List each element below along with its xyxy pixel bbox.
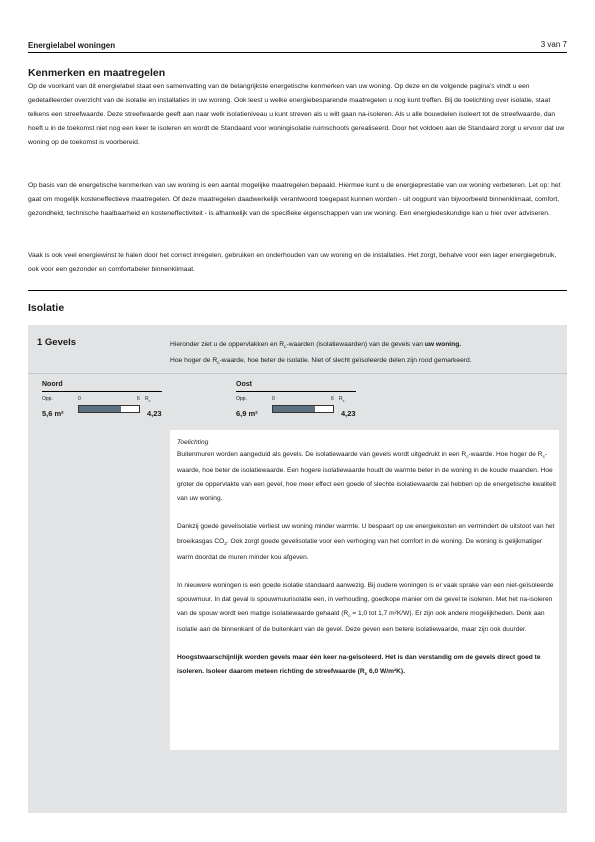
wall-area: 6,9 m²: [236, 409, 258, 418]
gevels-title: 1 Gevels: [37, 337, 77, 348]
toelichting-label: Toelichting: [177, 439, 209, 446]
gevels-intro: Hieronder ziet u de oppervlakken en $R_c$-waarden (isolatiewaarden) van de gevels van uw woning. Hoe hoger de $R_c$-waarde, hoe beter de isolatie. Niet of slecht geïsoleerde delen zijn rood gemarkeerd.: [170, 341, 472, 365]
gevels-panel: [28, 325, 567, 813]
toelichting-paragraph-2: Dankzij goede gevelisolatie verliest uw woning minder warmte. U bespaart op uw energiekosten en vermindert de uitstoot van het broeikasgas $CO_2$. Ook zorgt goede gevelisolatie voor een verhoging van het comfort in de woning. De woning is gelijkmatiger warm doordat de muren minder kou afgeven.: [177, 523, 555, 561]
scale-min: 0: [78, 396, 81, 402]
wall-name: Oost: [236, 381, 252, 388]
rc-bar: [78, 405, 140, 413]
wall-rule: [236, 391, 356, 392]
scale-max: 6: [331, 396, 334, 402]
rc-bar: [272, 405, 334, 413]
isolatie-heading: Isolatie: [28, 302, 65, 314]
wall-rc-value: 4,23: [341, 409, 356, 418]
intro-paragraph: Op de voorkant van dit energielabel staat een samenvatting van de belangrijkste energetische kenmerken van uw woning. Op deze en de volgende pagina's vindt u een gedetailleerder overzicht van de isolatie en installaties in uw woning. Ook leest u welke energiebesparende maatregelen u nog kunt treffen. Bij de toelichting over isolatie, staat telkens een streefwaarde. Deze streefwaarde geeft aan naar welk isolatieniveau u kunt streven als u wilt gaan na-isoleren. Als u alle bouwdelen isoleert tot de streefwaarde, dan hoeft u in de toekomst niet nog een keer te isoleren en wordt de Standaard voor woningisolatie ruimschoots gerealiseerd. Door het voldoen aan de Standaard zorgt u ervoor dat uw woning op de toekomst is voorbereid.: [28, 83, 565, 147]
rc-bar-fill: [79, 406, 121, 412]
area-label: Opp.: [236, 396, 247, 402]
scale-max: 6: [137, 396, 140, 402]
gevels-divider: [28, 373, 567, 374]
toelichting-advice: Hoogstwaarschijnlijk worden gevels maar één keer na-geïsoleerd. Het is dan verstandig om de gevels direct goed te isoleren. Isoleer daarom meteen richting de streefwaarde ($R_c$ 6,0 W/m²K).: [177, 654, 541, 677]
wall-rc-value: 4,23: [147, 409, 162, 418]
scale-min: 0: [272, 396, 275, 402]
wall-area: 5,6 m²: [42, 409, 64, 418]
page-number: 3 van 7: [540, 40, 567, 49]
section-title: Kenmerken en maatregelen: [28, 67, 166, 79]
section-rule: [28, 290, 567, 291]
rc-label: $R_c$: [339, 396, 345, 403]
maintenance-paragraph: Vaak is ook veel energiewinst te halen door het correct inregelen, gebruiken en onderhouden van uw woning en de installaties. Het zorgt, behalve voor een lager energiegebruik, ook voor een gezonder en comfortabeler binnenklimaat.: [28, 252, 557, 274]
wall-rule: [42, 391, 162, 392]
document-title: Energielabel woningen: [28, 41, 116, 50]
toelichting-paragraph-3: In nieuwere woningen is een goede isolatie standaard aanwezig. Bij oudere woningen is er vaak sprake van een niet-geïsoleerde spouwmuur. In dat geval is spouwmuurisolatie een, in verhouding, goedkope manier om de gevel te isoleren. Met het na-isoleren van de spouw wordt een matige isolatiewaarde gehaald ($R_c = 1,0$ tot 1,7 m²K/W). Er zijn ook andere mogelijkheden. Denk aan isolatie aan de binnenkant of de buitenkant van de gevel. Deze geven een betere isolatiewaarde, maar zijn ook duurder.: [177, 581, 554, 634]
measures-paragraph: Op basis van de energetische kenmerken van uw woning is een aantal mogelijke maatregelen bepaald. Hiermee kunt u de energieprestatie van uw woning verbeteren. Let op: het gaat om mogelijk kosteneffectieve maatregelen. Of deze maatregelen daadwerkelijk verantwoord toegepast kunnen worden - uit oogpunt van bijvoorbeeld binnenklimaat, comfort, gezondheid, technische haalbaarheid en kosteneffectiviteit - is afhankelijk van de specifieke eigenschappen van uw woning. Een energiedeskundige kan u hier over adviseren.: [28, 182, 561, 218]
wall-name: Noord: [42, 381, 63, 388]
area-label: Opp.: [42, 396, 53, 402]
toelichting-box: [170, 430, 559, 750]
rc-label: $R_c$: [145, 396, 151, 403]
header-rule: [28, 52, 567, 53]
toelichting-paragraph-1: Buitenmuren worden aangeduid als gevels. De isolatiewaarde van gevels wordt uitgedrukt in een $R_c$-waarde. Hoe hoger de $R_c$-waarde, hoe beter de isolatiewaarde. Een hogere isolatiewaarde houdt de warmte beter in de woning in de koude maanden. Hoe groter de oppervlakte van een gevel, hoe meer effect een goede of slechte isolatiewaarde zal hebben op de energetische kwaliteit van uw woning.: [177, 451, 556, 503]
rc-bar-fill: [273, 406, 315, 412]
